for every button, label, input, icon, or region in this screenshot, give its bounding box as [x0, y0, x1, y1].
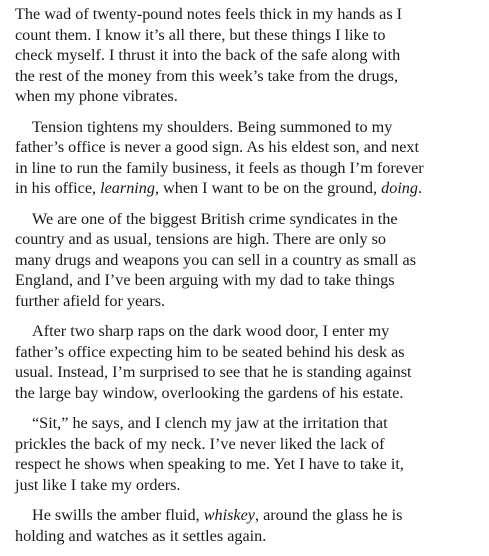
text-segment: prickles the back of my neck. I’ve never liked the lack of — [15, 434, 385, 453]
text-line — [15, 434, 485, 455]
book-page — [15, 4, 485, 556]
text-segment: further afield for years. — [15, 291, 166, 310]
text-line — [15, 362, 485, 383]
text-segment: , around the glass he is — [254, 506, 403, 524]
text-line — [15, 342, 485, 363]
paragraph — [15, 209, 485, 312]
text-segment: . — [418, 179, 423, 197]
text-line — [15, 321, 485, 342]
text-segment: , when I want to be on the ground, — [154, 179, 382, 197]
paragraph — [15, 505, 485, 546]
text-line — [15, 209, 485, 230]
text-body — [15, 4, 485, 546]
text-segment: father’s office is never a good sign. As his eldest son, and next — [15, 138, 420, 156]
paragraph — [15, 413, 485, 495]
text-line — [15, 86, 485, 107]
paragraph — [15, 4, 485, 107]
text-segment: just like I take my orders. — [15, 475, 181, 494]
text-line — [15, 250, 485, 271]
text-line — [15, 526, 485, 547]
text-segment: usual. Instead, I’m surprised to see that he is standing against — [15, 363, 412, 381]
text-segment: holding and watches as it settles again. — [15, 526, 267, 545]
text-line — [15, 158, 485, 179]
text-segment: when my phone vibrates. — [15, 87, 178, 105]
text-line — [15, 25, 485, 46]
text-line — [15, 291, 485, 312]
text-segment: After two sharp raps on the dark wood door, I enter my — [32, 322, 390, 340]
italic-text: learning — [100, 179, 155, 197]
text-line — [15, 66, 485, 87]
italic-text: doing — [381, 179, 418, 197]
text-segment: the rest of the money from this week’s take from the drugs, — [15, 66, 399, 85]
text-line — [15, 413, 485, 434]
text-line — [15, 45, 485, 66]
text-line — [15, 475, 485, 496]
text-line — [15, 137, 485, 158]
text-line — [15, 117, 485, 138]
text-segment: the large bay window, overlooking the gardens of his estate. — [15, 383, 404, 402]
text-segment: He swills the amber fluid, — [32, 506, 204, 524]
text-segment: respect he shows when speaking to me. Yet I have to take it, — [15, 455, 404, 473]
text-line — [15, 383, 485, 404]
text-segment: England, and I’ve been arguing with my dad to take things — [15, 271, 395, 289]
text-line — [15, 4, 485, 25]
text-line — [15, 454, 485, 475]
text-segment: The wad of twenty-pound notes feels thick in my hands as I — [15, 5, 403, 23]
text-segment: father’s office expecting him to be seated behind his desk as — [15, 342, 405, 361]
text-segment: in his office, — [15, 179, 101, 197]
text-segment: count them. I know it’s all there, but these things I like to — [15, 25, 386, 44]
paragraph — [15, 321, 485, 403]
text-line — [15, 505, 485, 526]
text-segment: We are one of the biggest British crime syndicates in the — [32, 209, 398, 228]
text-line — [15, 178, 485, 199]
text-segment: country and as usual, tensions are high. There are only so — [15, 230, 387, 248]
italic-text: whiskey — [203, 506, 255, 524]
text-segment: “Sit,” he says, and I clench my jaw at the irritation that — [32, 414, 388, 432]
text-line — [15, 229, 485, 250]
text-segment: Tension tightens my shoulders. Being summoned to my — [32, 117, 393, 136]
text-segment: many drugs and weapons you can sell in a country as small as — [15, 250, 416, 269]
text-line — [15, 270, 485, 291]
paragraph — [15, 117, 485, 199]
text-segment: check myself. I thrust it into the back of the safe along with — [15, 46, 401, 64]
text-segment: in line to run the family business, it feels as though I’m forever — [15, 158, 424, 177]
